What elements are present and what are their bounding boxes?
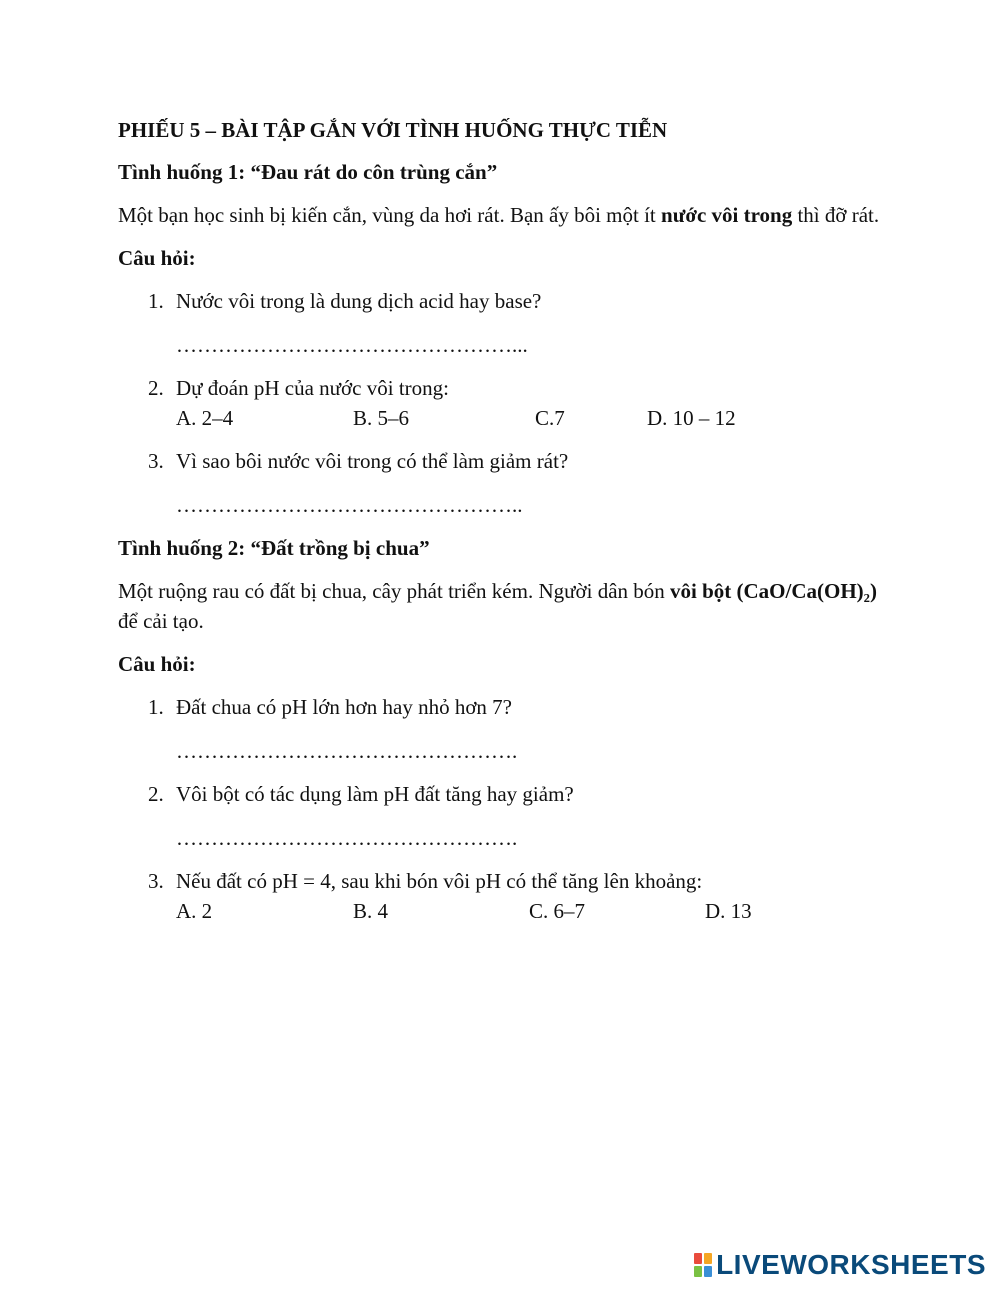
situation2-questions-heading: Câu hỏi: [118, 652, 196, 676]
situation1-question-2 [118, 373, 888, 433]
logo-block-2 [704, 1253, 712, 1264]
liveworksheets-logo [694, 1250, 986, 1280]
question-number: 1. [148, 695, 164, 719]
answer-options [176, 896, 888, 926]
option-b[interactable]: B. 4 [353, 899, 389, 923]
situation1-title: Tình huống 1: “Đau rát do côn trùng cắn” [118, 160, 498, 184]
situation1-text-bold: nước vôi trong [661, 203, 793, 227]
answer-blank[interactable]: …………………………………………... [176, 333, 528, 357]
logo-block-1 [694, 1253, 702, 1264]
question-number: 2. [148, 782, 164, 806]
brand-name: LIVEWORKSHEETS [716, 1249, 986, 1280]
situation2-text-after: để cải tạo. [118, 609, 204, 633]
question-number: 2. [148, 376, 164, 400]
question-text: Vôi bột có tác dụng làm pH đất tăng hay giảm? [176, 782, 574, 806]
option-d[interactable]: D. 13 [705, 899, 752, 923]
situation2-title: Tình huống 2: “Đất trồng bị chua” [118, 536, 430, 560]
question-number: 3. [148, 869, 164, 893]
question-text: Vì sao bôi nước vôi trong có thể làm giảm rát? [176, 449, 569, 473]
situation1-question-1 [118, 286, 888, 360]
page-title: PHIẾU 5 – BÀI TẬP GẮN VỚI TÌNH HUỐNG THỰC TIỄN [118, 118, 668, 142]
option-c[interactable]: C. 6–7 [529, 899, 586, 923]
option-b[interactable]: B. 5–6 [353, 406, 410, 430]
situation1-text-before: Một bạn học sinh bị kiến cắn, vùng da hơi rát. Bạn ấy bôi một ít [118, 203, 662, 227]
answer-blank[interactable]: ………………………………………….. [176, 493, 523, 517]
worksheet-page [118, 115, 888, 939]
question-text: Dự đoán pH của nước vôi trong: [176, 376, 449, 400]
question-number: 1. [148, 289, 164, 313]
situation1-description [118, 200, 888, 230]
logo-block-4 [704, 1266, 712, 1277]
situation1-questions-heading: Câu hỏi: [118, 246, 196, 270]
situation2-question-3 [118, 866, 888, 926]
situation2-description [118, 576, 888, 636]
answer-blank[interactable]: …………………………………………. [176, 739, 518, 763]
question-text: Nếu đất có pH = 4, sau khi bón vôi pH có thể tăng lên khoảng: [176, 869, 703, 893]
option-a[interactable]: A. 2 [176, 899, 213, 923]
option-d[interactable]: D. 10 – 12 [647, 406, 736, 430]
situation2-question-2 [118, 779, 888, 853]
situation1-question-3 [118, 446, 888, 520]
question-text: Nước vôi trong là dung dịch acid hay base? [176, 289, 542, 313]
situation1-text-after: thì đỡ rát. [792, 203, 880, 227]
question-text: Đất chua có pH lớn hơn hay nhỏ hơn 7? [176, 695, 512, 719]
answer-blank[interactable]: …………………………………………. [176, 826, 518, 850]
liveworksheets-logo-icon [694, 1253, 712, 1277]
situation2-question-1 [118, 692, 888, 766]
situation2-text-bold: vôi bột (CaO/Ca(OH)₂) [670, 579, 877, 603]
answer-options [176, 403, 888, 433]
option-a[interactable]: A. 2–4 [176, 406, 234, 430]
situation2-text-before: Một ruộng rau có đất bị chua, cây phát triển kém. Người dân bón [118, 579, 671, 603]
logo-block-3 [694, 1266, 702, 1277]
question-number: 3. [148, 449, 164, 473]
option-c[interactable]: C.7 [535, 406, 565, 430]
